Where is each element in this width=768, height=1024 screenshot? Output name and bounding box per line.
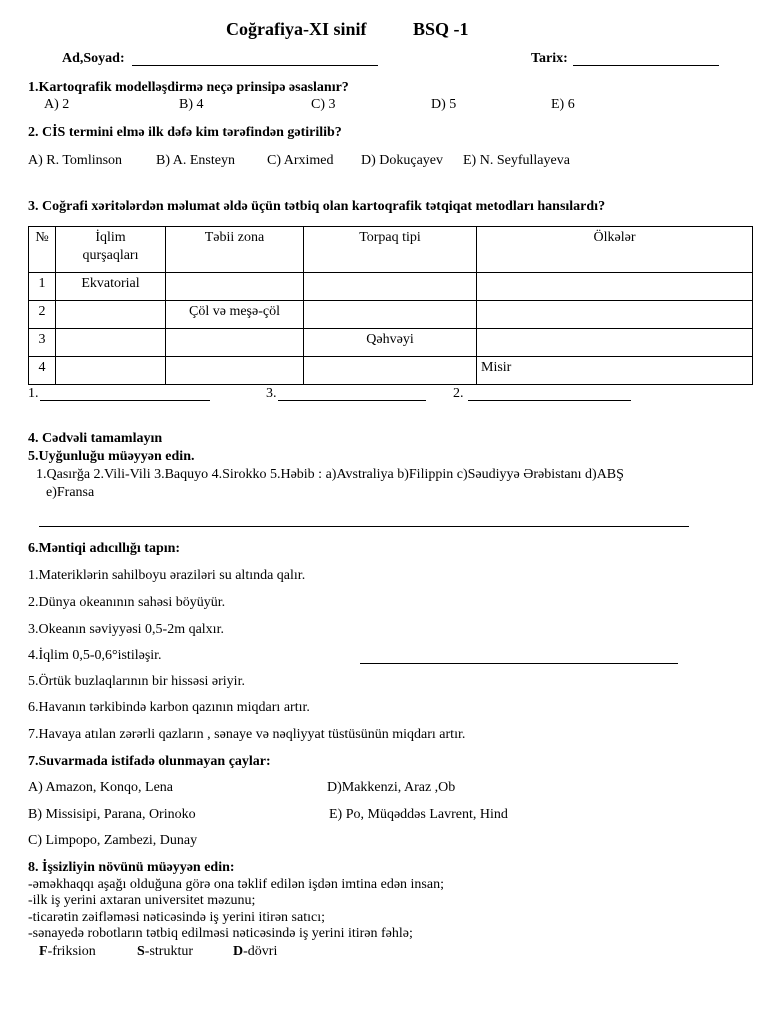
q8-item: -əməkhaqqı aşağı olduğuna görə ona təklif edilən işdən imtina edən insan;: [28, 877, 444, 892]
q3-answer-3-label: 3.: [266, 386, 277, 401]
q7-option-c[interactable]: C) Limpopo, Zambezi, Dunay: [28, 833, 198, 848]
q7-heading: 7.Suvarmada istifadə olunmayan çaylar:: [28, 754, 271, 769]
table-cell[interactable]: [56, 357, 166, 385]
table-cell: 2: [29, 301, 56, 329]
table-cell: Misir: [477, 357, 753, 385]
table-header-cell: №: [29, 227, 56, 273]
q2-option-e[interactable]: E) N. Seyfullayeva: [463, 153, 570, 168]
q3-answer-3-blank[interactable]: [278, 388, 426, 401]
q6-item: 4.İqlim 0,5-0,6°istiləşir.: [28, 648, 162, 663]
q2-option-c[interactable]: C) Arximed: [267, 153, 334, 168]
q8-key-dovri: [233, 944, 277, 960]
table-cell: 4: [29, 357, 56, 385]
q1-question: 1.Kartoqrafik modelləşdirmə neçə prinsipə əsaslanır?: [28, 80, 349, 95]
q1-option-a[interactable]: A) 2: [44, 97, 70, 112]
q1-option-c[interactable]: C) 3: [311, 97, 336, 112]
q8-item: -ilk iş yerini axtaran universitet məzunu;: [28, 893, 256, 908]
table-cell[interactable]: [166, 273, 304, 301]
q6-heading: 6.Məntiqi adıcıllığı tapın:: [28, 541, 181, 556]
key-text: -dövri: [243, 944, 278, 959]
q5-terms-continued: e)Fransa: [46, 485, 95, 500]
q2-option-b[interactable]: B) A. Ensteyn: [156, 153, 235, 168]
q6-item: 1.Materiklərin sahilboyu əraziləri su altında qalır.: [28, 568, 306, 583]
q5-heading: 5.Uyğunluğu müəyyən edin.: [28, 449, 195, 464]
table-row: [29, 301, 753, 329]
q1-option-e[interactable]: E) 6: [551, 97, 575, 112]
q8-key-struktur: [137, 944, 193, 960]
table-header-cell: Torpaq tipi: [304, 227, 477, 273]
q7-option-d[interactable]: D)Makkenzi, Araz ,Ob: [327, 780, 456, 795]
q7-option-b[interactable]: B) Missisipi, Parana, Orinoko: [28, 807, 196, 822]
worksheet-code: BSQ -1: [413, 19, 469, 39]
q4-instruction: 4. Cədvəli tamamlayın: [28, 431, 163, 446]
table-cell[interactable]: [304, 357, 477, 385]
table-cell[interactable]: [304, 273, 477, 301]
q2-question: 2. CİS termini elmə ilk dəfə kim tərəfindən gətirilib?: [28, 125, 342, 140]
climate-table: [28, 226, 753, 385]
q6-item: 5.Örtük buzlaqlarının bir hissəsi əriyir.: [28, 674, 245, 689]
table-cell: 3: [29, 329, 56, 357]
q8-item: -ticarətin zəifləməsi nəticəsində iş yerini itirən satıcı;: [28, 910, 325, 925]
q5-terms: 1.Qasırğa 2.Vili-Vili 3.Baquyo 4.Sirokko 5.Həbib : a)Avstraliya b)Filippin c)Səudiyyə Ərəbistanı d)ABŞ: [36, 467, 624, 482]
table-header-cell: İqlim qurşaqları: [56, 227, 166, 273]
q3-question: 3. Coğrafi xəritələrdən məlumat əldə üçün tətbiq olan kartoqrafik tətqiqat metodları hansılardı?: [28, 199, 606, 214]
q3-answer-2-label: 2.: [453, 386, 464, 401]
key-letter: F: [39, 944, 48, 959]
q2-option-a[interactable]: A) R. Tomlinson: [28, 153, 123, 168]
table-cell[interactable]: [477, 329, 753, 357]
name-blank[interactable]: [132, 53, 378, 66]
q3-answer-1-label: 1.: [28, 386, 39, 401]
table-header-cell: Ölkələr: [477, 227, 753, 273]
table-cell[interactable]: [166, 329, 304, 357]
table-cell: Qəhvəyi: [304, 329, 477, 357]
table-cell[interactable]: [477, 301, 753, 329]
q8-key-friksion: [39, 944, 96, 960]
q6-item: 2.Dünya okeanının sahəsi böyüyür.: [28, 595, 226, 610]
table-cell[interactable]: [477, 273, 753, 301]
table-row: [29, 329, 753, 357]
q8-item: -sənayedə robotların tətbiq edilməsi nəticəsində iş yerini itirən fəhlə;: [28, 926, 413, 941]
table-header-cell: Təbii zona: [166, 227, 304, 273]
q7-option-a[interactable]: A) Amazon, Konqo, Lena: [28, 780, 174, 795]
q6-item: 7.Havaya atılan zərərli qazların , sənaye və nəqliyyat tüstüsünün miqdarı artır.: [28, 727, 466, 742]
key-text: -struktur: [144, 944, 194, 959]
key-letter: S: [137, 944, 145, 959]
worksheet-title: Coğrafiya-XI sinif: [226, 19, 367, 39]
table-cell: 1: [29, 273, 56, 301]
q2-option-d[interactable]: D) Dokuçayev: [361, 153, 444, 168]
q7-option-e[interactable]: E) Po, Müqəddəs Lavrent, Hind: [329, 807, 508, 822]
name-label: Ad,Soyad:: [62, 51, 125, 66]
q3-answer-1-blank[interactable]: [40, 388, 210, 401]
q6-answer-line[interactable]: [360, 663, 678, 664]
table-cell[interactable]: [304, 301, 477, 329]
key-text: -friksion: [47, 944, 96, 959]
q3-answer-2-blank[interactable]: [468, 388, 631, 401]
table-cell: Çöl və meşə-çöl: [166, 301, 304, 329]
table-cell[interactable]: [56, 301, 166, 329]
q5-answer-line[interactable]: [39, 526, 689, 527]
q6-item: 6.Havanın tərkibində karbon qazının miqdarı artır.: [28, 700, 310, 715]
q8-heading: 8. İşsizliyin növünü müəyyən edin:: [28, 860, 235, 875]
q1-option-b[interactable]: B) 4: [179, 97, 204, 112]
table-cell[interactable]: [166, 357, 304, 385]
date-label: Tarix:: [531, 51, 568, 66]
q6-item: 3.Okeanın səviyyəsi 0,5-2m qalxır.: [28, 622, 224, 637]
table-row: [29, 357, 753, 385]
table-cell[interactable]: [56, 329, 166, 357]
q1-option-d[interactable]: D) 5: [431, 97, 457, 112]
table-row: [29, 273, 753, 301]
table-cell: Ekvatorial: [56, 273, 166, 301]
key-letter: D: [233, 944, 244, 959]
table-header-row: [29, 227, 753, 273]
date-blank[interactable]: [573, 53, 719, 66]
